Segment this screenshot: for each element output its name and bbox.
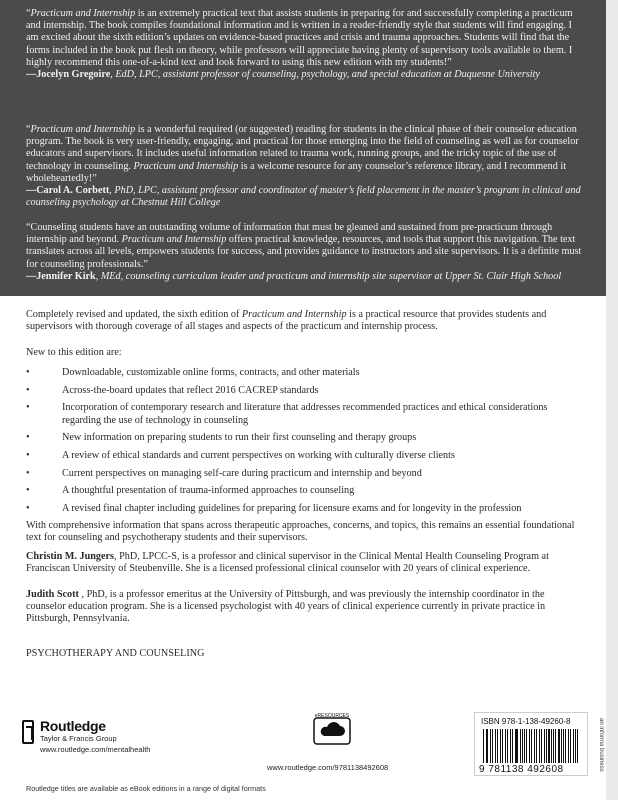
eresources-url[interactable]: www.routledge.com/9781138492608 — [267, 763, 389, 772]
barcode-bar — [546, 729, 547, 763]
bullet-icon: • — [26, 467, 30, 479]
barcode-bar — [487, 729, 488, 763]
barcode-bar — [512, 729, 513, 763]
barcode-bar — [486, 729, 487, 763]
list-item: • Current perspectives on managing self-care during practicum and internship and beyond — [26, 467, 422, 479]
endorsement-attribution: —Jocelyn Gregoire, EdD, LPC, assistant professor of counseling, psychology, and special education at Duquesne University — [26, 69, 540, 81]
barcode-bar — [553, 729, 554, 763]
barcode-bar — [495, 729, 497, 763]
barcode-bar — [507, 729, 508, 763]
summary-paragraph: With comprehensive information that spans across therapeutic approaches, concerns, and topics, this remains an essential foundational text for counseling and psychotherapy students and their supervisors. — [26, 520, 575, 544]
barcode-bar — [526, 729, 527, 763]
barcode-bar — [510, 729, 511, 763]
eresources-label: eRESOURCES — [314, 713, 350, 719]
new-edition-heading: New to this edition are: — [26, 347, 122, 358]
intro-paragraph: Completely revised and updated, the sixth edition of Practicum and Internship is a practical resource that provides students and supervisors with thorough coverage of all stages and aspects of the practicum and internship process. — [26, 309, 547, 333]
endorsements-panel — [0, 0, 606, 296]
barcode-bar — [497, 729, 498, 763]
list-item: • Downloadable, customizable online forms, contracts, and other materials — [26, 367, 360, 378]
bullet-icon: • — [26, 432, 30, 444]
list-item: • A thoughtful presentation of trauma-informed approaches to counseling — [26, 485, 355, 497]
barcode-bar — [558, 729, 560, 763]
barcode-bar — [502, 729, 503, 763]
barcode-bar — [565, 729, 566, 763]
barcode-bar — [541, 729, 542, 763]
publisher-group: Taylor & Francis Group — [40, 734, 117, 743]
barcode-bar — [570, 729, 571, 763]
eresources-block — [267, 712, 389, 772]
eresources-cloud-icon — [312, 712, 352, 746]
endorsement-quote: “Practicum and Internship is a wonderful required (or suggested) reading for students in the clinical phase of their counselor education program. The book is very user-friendly, engaging, and practical for those emerging into the field of counseling as well as for counselor educators and supervisors. It includes useful information related to trauma work, running groups, and the tricky topic of the use of technology in counseling. Practicum and Internship is a welcome resource for any counselor’s reference library, and I recommend it wholeheartedly!” —Carol A. Corbett, PhD, LPC, assistant professor and coordinator of master’s field placement in the master’s program in clinical and counseling psychology at Chestnut Hill College — [26, 124, 586, 209]
barcode-bar — [544, 729, 545, 763]
barcode-bar — [492, 729, 493, 763]
side-tagline: an informa business — [598, 718, 604, 772]
list-item: • Incorporation of contemporary research and literature that addresses recommended practices and ethical considerations regarding the use of technology in counseling — [26, 402, 548, 426]
barcode-bar — [531, 729, 532, 763]
isbn-label: ISBN 978-1-138-49260-8 — [481, 717, 571, 726]
publisher-url[interactable]: www.routledge.com/mentalhealth — [40, 745, 151, 754]
publisher-name: Routledge — [40, 718, 106, 734]
bullet-icon: • — [26, 402, 30, 414]
ebook-footnote: Routledge titles are available as eBook editions in a range of digital formats — [26, 784, 266, 793]
barcode-bars — [483, 729, 579, 763]
spine-edge — [606, 0, 618, 800]
isbn-digits: 9 781138 492608 — [479, 764, 564, 775]
routledge-logo-icon — [22, 720, 34, 744]
bullet-icon: • — [26, 367, 30, 378]
barcode-bar — [516, 729, 518, 763]
barcode-bar — [490, 729, 491, 763]
bullet-icon: • — [26, 485, 30, 497]
endorsement-attribution: —Carol A. Corbett, PhD, LPC, assistant professor and coordinator of master’s field placement in the master’s program in clinical and counseling psychology at Chestnut Hill College — [26, 185, 581, 209]
bullet-icon: • — [26, 384, 30, 396]
list-item: • Across-the-board updates that reflect 2016 CACREP standards — [26, 384, 319, 396]
list-item: • New information on preparing students to run their first counseling and therapy groups — [26, 432, 417, 444]
barcode-bar — [551, 729, 552, 763]
barcode-bar — [522, 729, 523, 763]
publisher-logo — [22, 718, 151, 760]
barcode-bar — [505, 729, 506, 763]
new-features-list — [26, 367, 586, 521]
barcode-bar — [500, 729, 501, 763]
barcode-bar — [577, 729, 578, 763]
barcode-bar — [536, 729, 538, 763]
barcode-bar — [483, 729, 484, 763]
barcode-bar — [539, 729, 540, 763]
isbn-barcode — [474, 712, 588, 776]
barcode-bar — [561, 729, 562, 763]
barcode-bar — [555, 729, 556, 763]
endorsement-quote: “Practicum and Internship is an extremely practical text that assists students in preparing for and successfully completing a practicum and internship. The book compiles foundational information and is written in a reader-friendly style that students will find engaging. I am excited about the sixth edition’s updates on evidence-based practices and crisis and trauma approaches. Students will find that the forms included in the book put flesh on theory, while professors will appreciate having plenty of supervisory tools available to them. I highly recommend this one-of-a-kind text and look forward to using this new edition with my students!” —Jocelyn Gregoire, EdD, LPC, assistant professor of counseling, psychology, and special education at Duquesne University — [26, 8, 586, 81]
barcode-bar — [575, 729, 576, 763]
barcode-bar — [520, 729, 521, 763]
barcode-bar — [534, 729, 535, 763]
list-item: • A revised final chapter including guidelines for preparing for licensure exams and for longevity in the profession — [26, 503, 522, 515]
author-bio: Judith Scott , PhD, is a professor emeritus at the University of Pittsburgh, and was previously the internship coordinator in the counselor education program. She is a licensed psychologist with 40 years of clinical experience currently in private practice in Pittsburgh, Pennsylvania. — [26, 589, 546, 625]
barcode-bar — [548, 729, 549, 763]
barcode-bar — [524, 729, 525, 763]
bullet-icon: • — [26, 450, 30, 462]
barcode-bar — [563, 729, 564, 763]
subject-category: PSYCHOTHERAPY AND COUNSELING — [26, 648, 205, 659]
endorsement-quote: “Counseling students have an outstanding volume of information that must be gleaned and sustained from pre-practicum through internship and beyond. Practicum and Internship offers practical knowledge, resources, and tools that support this navigation. The text translates across all levels, empowers students for success, and provides guidance to instructors and site supervisors. It is a definite must for counseling professionals.” —Jennifer Kirk, MEd, counseling curriculum leader and practicum and internship site supervisor at Upper St. Clair High School — [26, 222, 586, 283]
list-item: • A review of ethical standards and current perspectives on working with culturally diverse clients — [26, 450, 455, 462]
bullet-icon: • — [26, 503, 30, 515]
barcode-bar — [573, 729, 574, 763]
endorsement-attribution: —Jennifer Kirk, MEd, counseling curriculum leader and practicum and internship site supervisor at Upper St. Clair High School — [26, 270, 562, 282]
barcode-bar — [568, 729, 569, 763]
barcode-bar — [515, 729, 516, 763]
author-bio: Christin M. Jungers, PhD, LPCC-S, is a professor and clinical supervisor in the Clinical Mental Health Counseling Program at Franciscan University of Steubenville. She is a licensed professional clinical counselor with 20 years of clinical experience. — [26, 551, 549, 575]
barcode-bar — [529, 729, 530, 763]
